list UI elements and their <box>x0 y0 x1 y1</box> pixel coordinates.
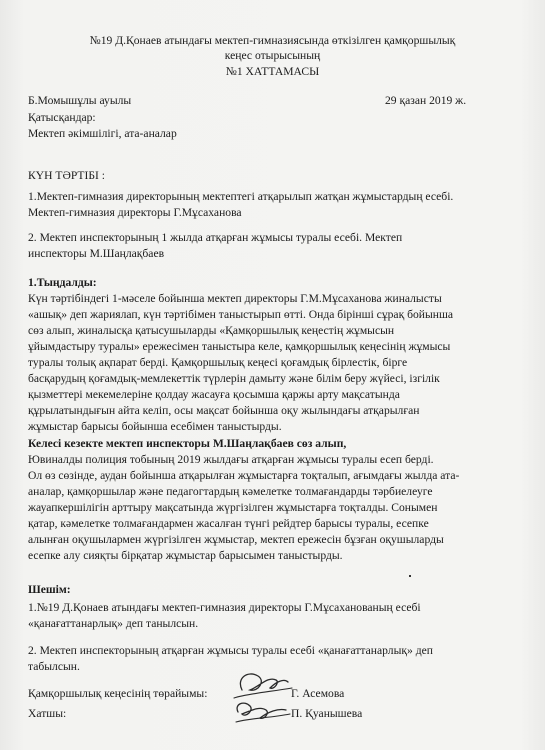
heard-line: қатар, кәмелетке толмағандармен жасалған түнгі рейдтер барысы туралы, есепке <box>28 517 429 530</box>
heard-line: «ашық» деп жариялап, күн тәртібімен таныстырып өтті. Онда бірінші сұрақ бойынша <box>28 308 454 321</box>
agenda-title: КҮН ТӘРТІБІ : <box>28 169 106 182</box>
heard-line: ұйымдастыру туралы» ережесімен таныстыра келе, қамқоршылық кеңесінің жұмысы <box>28 340 451 353</box>
date: 29 қазан 2019 ж. <box>385 94 467 107</box>
decision-item-2-line-1: 2. Мектеп инспекторының атқарған жұмысы туралы есебі «қанағаттанарлық» деп <box>28 644 433 657</box>
chair-name: Г. Асемова <box>291 687 345 700</box>
heard-line: басқарудың қоғамдық-мемлекеттік түрлерін дамыту және білім беру жүйесі, ізгілік <box>28 372 440 385</box>
decision-item-1-line-2: «қанағаттанарлық» деп танылсын. <box>28 617 199 630</box>
next-speaker-title: Келесі кезекте мектеп инспекторы М.Шаңлақбаев сөз алып, <box>28 437 347 450</box>
decision-title: Шешім: <box>28 583 71 596</box>
decision-item-1-line-1: 1.№19 Д.Қонаев атындағы мектеп-гимназия директоры Г.Мұсаханованың есебі <box>28 601 421 614</box>
place: Б.Момышұлы ауылы <box>28 94 132 107</box>
secretary-label: Хатшы: <box>28 707 67 720</box>
heard-line: туралы толық ақпарат берді. Қамқоршылық кеңесі қоғамдық бірлестік, бірге <box>28 356 408 369</box>
header-line-2: кеңес отырысының <box>224 49 321 62</box>
heard-line: жауапкершілігін арттыру мақсатында жүргізілген жұмыстарға тоқталды. Сонымен <box>28 501 438 514</box>
heard-title: 1.Тыңдалды: <box>28 276 97 289</box>
chair-label: Қамқоршылық кеңесінің төрайымы: <box>28 687 208 700</box>
agenda-item-2-line-1: 2. Мектеп инспекторының 1 жылда атқарған жұмысы туралы есебі. Мектеп <box>28 231 403 244</box>
attendees: Мектеп әкімшілігі, ата-аналар <box>28 127 177 140</box>
heard-line: Күн тәртібіндегі 1-мәселе бойынша мектеп директоры Г.М.Мұсаханова жиналысты <box>28 292 442 305</box>
heard-line: есепке алу сияқты бірқатар жұмыстар барысымен таныстырды. <box>28 549 343 562</box>
header-title: №1 ХАТТАМАСЫ <box>225 65 320 78</box>
heard-line: қызметтері мекемелеріне қолдау жасауға қосымша қаржы арту мақсатында <box>28 388 400 401</box>
ink-speck <box>409 575 411 577</box>
heard-line: аналар, қамқоршылар және педагогтардың кәмелетке толмағандарды тәрбиелеуге <box>28 485 433 498</box>
agenda-item-1-line-2: Мектеп-гимназия директоры Г.Мұсаханова <box>28 206 242 219</box>
decision-item-2-line-2: табылсын. <box>28 660 80 673</box>
heard-line: жұмыстар барысы бойынша есебімен таныстырды. <box>28 420 282 433</box>
agenda-item-2-line-2: инспекторы М.Шаңлақбаев <box>28 247 165 260</box>
heard-line: Ол өз сөзінде, аудан бойынша атқарылған жұмыстарға тоқталып, ағымдағы жылда ата- <box>28 469 460 482</box>
heard-line: алынған оқушылармен жүргізілген жұмыстар, мектеп ережесін бұзған оқушыларды <box>28 533 444 546</box>
secretary-name: П. Қуанышева <box>291 707 363 720</box>
agenda-item-1-line-1: 1.Мектеп-гимназия директорының мектептегі атқарылып жатқан жұмыстардың есебі. <box>28 190 454 203</box>
heard-line: Ювиналды полиция тобының 2019 жылдағы атқарған жұмысы туралы есеп берді. <box>28 453 434 466</box>
header-line-1: №19 Д.Қонаев атындағы мектеп-гимназиясында өткізілген қамқоршылық <box>89 34 456 47</box>
attendees-label: Қатысқандар: <box>28 111 96 124</box>
heard-line: құрылатындығын айта келіп, осы мақсат бойынша оқу жылындағы атқарылған <box>28 404 420 417</box>
handwritten-signature <box>228 668 298 730</box>
heard-line: сөз алып, жиналысқа қатысушыларды «Қамқоршылық кеңестің жұмысын <box>28 324 395 337</box>
